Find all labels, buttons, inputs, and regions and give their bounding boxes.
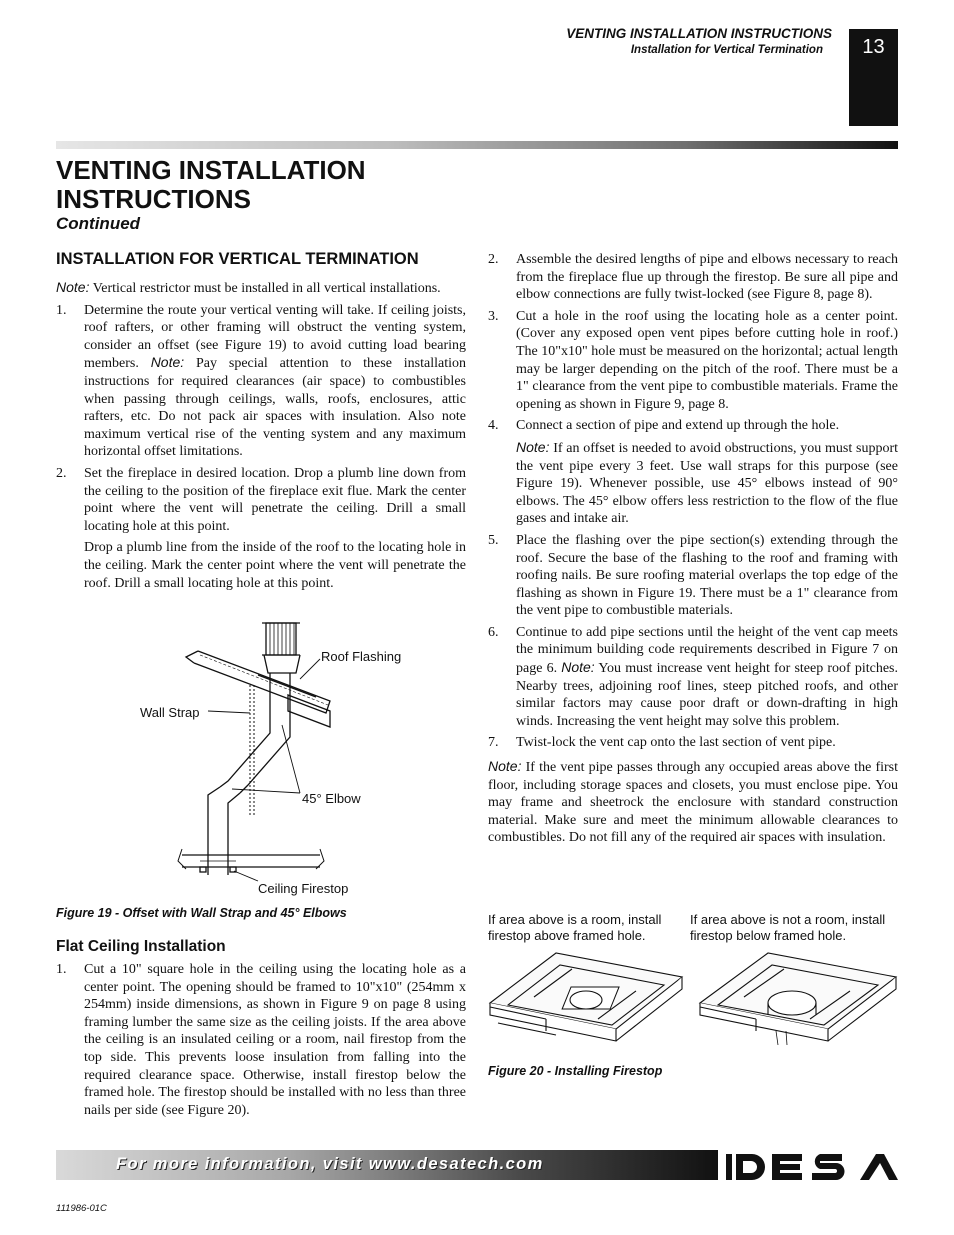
vertical-termination-heading: INSTALLATION FOR VERTICAL TERMINATION <box>56 250 419 268</box>
page-title-line2: INSTRUCTIONS <box>56 184 251 214</box>
wall-strap-label: Wall Strap <box>140 705 200 720</box>
note-label: Note: <box>516 438 550 455</box>
note-text: If an offset is needed to avoid obstructions, you must support the vent pipe every 3 feet. Use wall straps for this purpose (see Figure 19). Whenever possible, use 45° elbows instead of 90° elbows. The 45° elbow offers less restriction to the flow of the flue gases and intake air. <box>516 440 898 527</box>
step-5 <box>488 532 898 620</box>
step-text: Determine the route your vertical venting will take. If ceiling joists, roof rafters, or other framing will obstruct the venting system, consider an offset (see Figure 19) to avoid cutting load bearing members. <box>84 302 466 372</box>
vent-cap-icon <box>266 623 296 655</box>
step-number: 1. <box>56 302 67 318</box>
page-number: 13 <box>862 36 885 58</box>
document-number: 111986-01C <box>56 1203 107 1214</box>
step-2-continued <box>56 539 466 592</box>
note-text: If the vent pipe passes through any occupied areas above the first floor, including storage spaces and closets, you must enclose pipe. You may frame and sheetrock the enclosure with standard construction material. Make sure and meet the minimum allowable clearances to combustibles. Do not fill any of the required air spaces with insulation. <box>488 760 898 846</box>
firestop-below-frame <box>700 953 896 1045</box>
step-1 <box>56 302 466 461</box>
figure-19-diagram <box>120 615 465 905</box>
step-4 <box>488 417 898 435</box>
step-2 <box>56 465 466 535</box>
page-title-line1: VENTING INSTALLATION <box>56 155 366 185</box>
right-column-text <box>488 251 898 851</box>
step-number: 6. <box>488 624 499 640</box>
flat-ceiling-text <box>56 961 466 1123</box>
step-text: Assemble the desired lengths of pipe and elbows necessary to reach from the fireplace flue up through the firestop. Be sure all pipe and elbow connections are fully twist-locked (see Figure 8, page 8). <box>516 252 898 303</box>
step-text: Pay special attention to these installation instructions for required clearances (air space) to combustibles when passing through ceilings, walls, roofs, enclosures, attic rafters, etc. Do not pack air spaces with insulation. Also note maximum vertical rise of the venting system and any maximum horizontal offset limitations. <box>84 356 467 460</box>
step-text: Drop a plumb line from the inside of the roof to the locating hole in the ceiling. Mark the center point where the vent will penetrate the roof. Drill a small locating hole at this point. <box>84 540 466 591</box>
step-number: 4. <box>488 418 499 434</box>
step-4-note <box>488 439 898 528</box>
flat-step-1 <box>56 961 466 1119</box>
step-2 <box>488 251 898 304</box>
figure-20-diagram <box>486 945 902 1060</box>
left-column-text <box>56 279 466 596</box>
final-note <box>488 758 898 847</box>
ceiling-firestop-label: Ceiling Firestop <box>258 881 349 896</box>
flat-ceiling-heading: Flat Ceiling Installation <box>56 938 226 955</box>
note-label: Note: <box>56 279 90 295</box>
note-label: Note: <box>561 659 595 676</box>
step-text: Connect a section of pipe and extend up through the hole. <box>516 418 840 434</box>
step-number: 5. <box>488 532 499 548</box>
step-text: Place the flashing over the pipe section(s) extending through the roof. Secure the base of the flashing to the roof and framing with roofing nails. Be sure roofing material overlaps the top edge of the flashing as shown in Figure 19. There must be a 1" clearance from the vent pipe to combustible materials. <box>516 532 898 619</box>
step-text: Twist-lock the vent cap onto the last section of vent pipe. <box>516 735 836 751</box>
figure-20-caption: Figure 20 - Installing Firestop <box>488 1064 663 1078</box>
step-text: You must increase vent height for steep roof pitches. Nearby trees, adjoining roof lines, steep pitched roofs, and other similar factors may cause poor draft or down-drafting in high winds. Increasing the vent height may solve this problem. <box>516 661 898 729</box>
step-text: Continue to add pipe sections until the height of the vent cap meets the minimum building code requirements described in Figure 7 on page 6. <box>516 624 898 677</box>
note-label: Note: <box>150 354 185 371</box>
step-number: 2. <box>56 465 67 481</box>
note-label: Note: <box>488 758 522 775</box>
step-number: 3. <box>488 308 499 324</box>
firestop-below-label: If area above is not a room, install firestop below framed hole. <box>690 912 886 943</box>
header-rule <box>56 141 898 149</box>
roof-flashing-label: Roof Flashing <box>321 649 402 664</box>
firestop-above-label: If area above is a room, install firestop above framed hole. <box>488 912 662 943</box>
figure-19-caption: Figure 19 - Offset with Wall Strap and 45° Elbows <box>56 906 347 920</box>
page-title <box>56 156 476 214</box>
step-3 <box>488 308 898 414</box>
firestop-above-frame <box>490 953 682 1041</box>
note-paragraph <box>56 279 466 298</box>
step-text: Set the fireplace in desired location. Drop a plumb line down from the ceiling to the position of the fireplace exit flue. Mark the center point where the vent will penetrate the ceiling. Drill a small locating hole at this point. <box>84 465 466 534</box>
continued-label: Continued <box>56 214 141 233</box>
note-text: Vertical restrictor must be installed in all vertical installations. <box>92 281 441 296</box>
step-7 <box>488 734 898 752</box>
header-section-title: VENTING INSTALLATION INSTRUCTIONS <box>566 26 832 41</box>
elbow-label: 45° Elbow <box>302 791 361 806</box>
desa-logo <box>726 1150 898 1184</box>
step-text: Cut a hole in the roof using the locating hole as a center point. (Cover any exposed open vent pipes before cutting hole in roof.) The 10"x10" hole must be measured on the horizontal; actual length may be larger depending on the pitch of the roof. There must be a 1" clearance from the vent pipe to combustible materials. Frame the opening as shown in Figure 9, page 8. <box>516 308 898 412</box>
step-6 <box>488 624 898 731</box>
step-text: Cut a 10" square hole in the ceiling using the locating hole as a center point. The opening should be framed to 10"x10" (254mm x 254mm) inside dimensions, as shown in Figure 9 on page 8 using framing lumber the same size as the ceiling joists. If the area above the ceiling is an insulated ceiling or a room, nail firestop from the top side. This prevents loose insulation from falling into the required clearance space. Otherwise, install firestop below the framed hole. The firestop should be installed with no less than three nails per side (see Figure 20). <box>84 962 466 1118</box>
header-subsection-title: Installation for Vertical Termination <box>630 44 823 56</box>
footer-website-text[interactable]: For more information, visit www.desatech.com <box>116 1155 544 1173</box>
step-number: 2. <box>488 252 499 267</box>
step-number: 7. <box>488 735 499 751</box>
step-number: 1. <box>56 962 67 977</box>
page-number-box <box>849 29 898 126</box>
